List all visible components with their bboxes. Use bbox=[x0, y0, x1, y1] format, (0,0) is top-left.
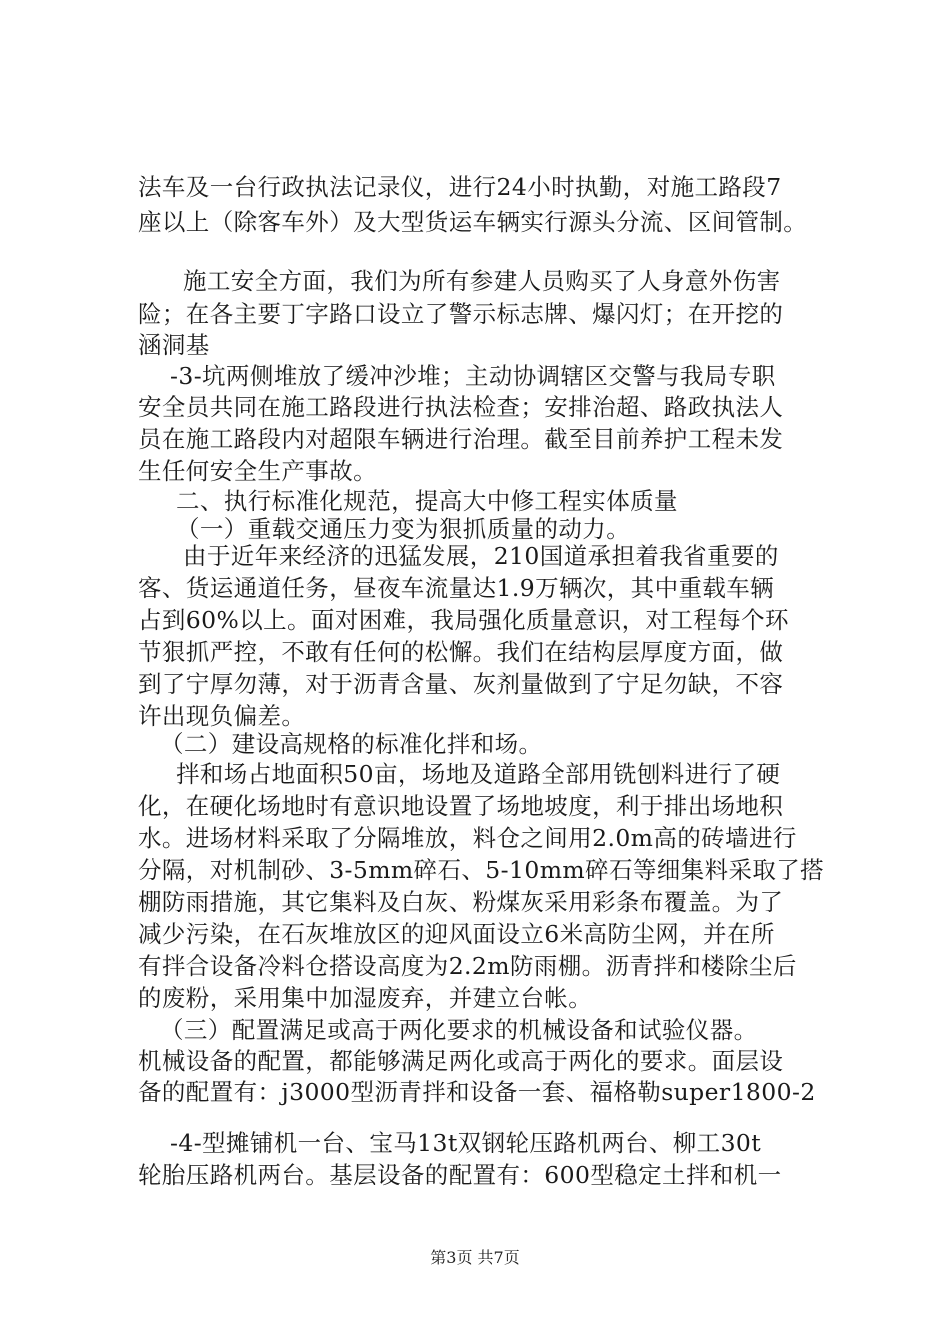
text-line: 险；在各主要丁字路口设立了警示标志牌、爆闪灯；在开挖的 bbox=[138, 300, 784, 328]
text-line: 化，在硬化场地时有意识地设置了场地坡度，利于排出场地积 bbox=[138, 792, 784, 820]
text-line: 法车及一台行政执法记录仪，进行24小时执勤，对施工路段7 bbox=[138, 173, 782, 201]
text-line: 员在施工路段内对超限车辆进行治理。截至目前养护工程未发 bbox=[138, 425, 784, 453]
page-footer: 第3页 共7页 bbox=[430, 1248, 520, 1267]
text-line: 座以上（除客车外）及大型货运车辆实行源头分流、区间管制。 bbox=[138, 208, 808, 236]
page-break-line: -4-型摊铺机一台、宝马13t双钢轮压路机两台、柳工30t bbox=[170, 1129, 762, 1157]
text-line: 的废粉，采用集中加湿废弃，并建立台帐。 bbox=[138, 984, 593, 1012]
text-line: 到了宁厚勿薄，对于沥青含量、灰剂量做到了宁足勿缺，不容 bbox=[138, 670, 784, 698]
text-line: 水。进场材料采取了分隔堆放，料仓之间用2.0m高的砖墙进行 bbox=[138, 824, 797, 852]
text-line: 生任何安全生产事故。 bbox=[138, 457, 377, 485]
text-line: 棚防雨措施，其它集料及白灰、粉煤灰采用彩条布覆盖。为了 bbox=[138, 888, 784, 916]
text-line: 轮胎压路机两台。基层设备的配置有：600型稳定土拌和机一 bbox=[138, 1161, 782, 1189]
paragraph-start-line: 施工安全方面，我们为所有参建人员购买了人身意外伤害 bbox=[183, 267, 781, 295]
subsection-heading: （二）建设高规格的标准化拌和场。 bbox=[160, 730, 543, 758]
text-line: 有拌合设备冷料仓搭设高度为2.2m防雨棚。沥青拌和楼除尘后 bbox=[138, 952, 797, 980]
text-line: 安全员共同在施工路段进行执法检查；安排治超、路政执法人 bbox=[138, 393, 784, 421]
text-line: 节狠抓严控，不敢有任何的松懈。我们在结构层厚度方面，做 bbox=[138, 638, 784, 666]
paragraph-start-line: 拌和场占地面积50亩，场地及道路全部用铣刨料进行了硬 bbox=[176, 760, 781, 788]
text-line: 占到60%以上。面对困难，我局强化质量意识，对工程每个环 bbox=[138, 606, 789, 634]
paragraph-start-line: 由于近年来经济的迅猛发展，210国道承担着我省重要的 bbox=[183, 542, 779, 570]
text-line: 分隔，对机制砂、3-5mm碎石、5-10mm碎石等细集料采取了搭 bbox=[138, 856, 825, 884]
text-line: 备的配置有：j3000型沥青拌和设备一套、福格勒super1800-2 bbox=[138, 1078, 816, 1106]
subsection-heading: （一）重载交通压力变为狠抓质量的动力。 bbox=[176, 515, 631, 543]
subsection-heading: （三）配置满足或高于两化要求的机械设备和试验仪器。 bbox=[160, 1016, 758, 1044]
section-heading: 二、执行标准化规范，提高大中修工程实体质量 bbox=[176, 487, 678, 515]
text-line: 机械设备的配置，都能够满足两化或高于两化的要求。面层设 bbox=[138, 1047, 784, 1075]
page-break-line: -3-坑两侧堆放了缓冲沙堆；主动协调辖区交警与我局专职 bbox=[170, 362, 776, 390]
text-line: 涵洞基 bbox=[138, 331, 210, 359]
text-line: 减少污染，在石灰堆放区的迎风面设立6米高防尘网，并在所 bbox=[138, 920, 775, 948]
text-line: 许出现负偏差。 bbox=[138, 702, 306, 730]
text-line: 客、货运通道任务，昼夜车流量达1.9万辆次，其中重载车辆 bbox=[138, 574, 775, 602]
